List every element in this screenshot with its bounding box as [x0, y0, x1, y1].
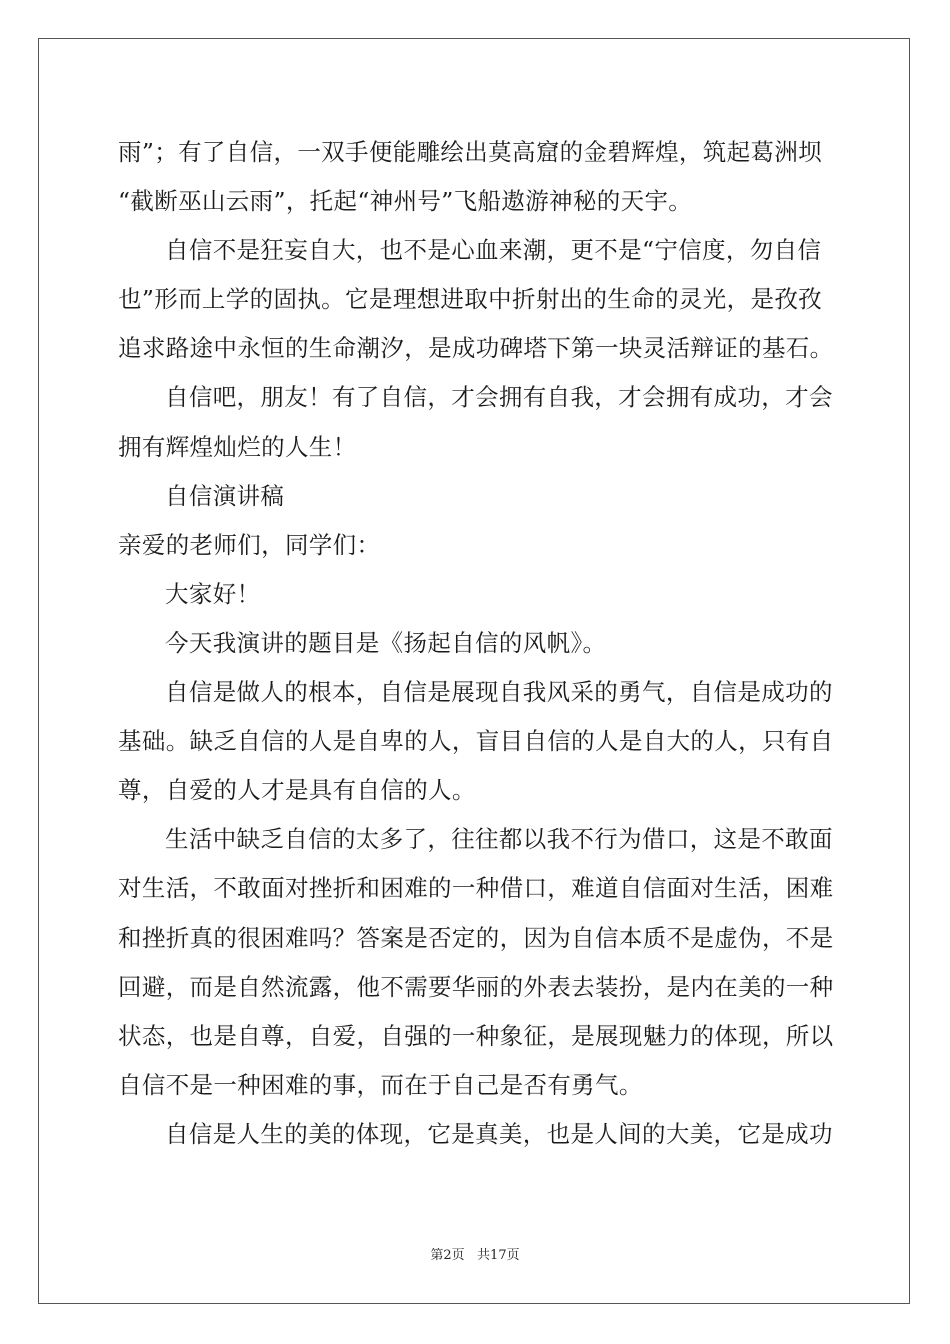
- text-line: 回避，而是自然流露，他不需要华丽的外表去装扮，是内在美的一种: [118, 972, 834, 1001]
- text-line: 和挫折真的很困难吗？答案是否定的，因为自信本质不是虚伪，不是: [118, 923, 834, 952]
- page-footer: 第2页 共17页: [430, 1248, 520, 1263]
- text-line: 也”形而上学的固执。它是理想进取中折射出的生命的灵光，是孜孜: [118, 285, 823, 314]
- text-line: 自信演讲稿: [165, 481, 285, 510]
- text-line: 自信不是狂妄自大，也不是心血来潮，更不是“宁信度，勿自信: [165, 236, 822, 265]
- text-line: 尊，自爱的人才是具有自信的人。: [118, 776, 476, 805]
- text-line: 自信是做人的根本，自信是展现自我风采的勇气，自信是成功的: [165, 678, 833, 707]
- text-line: “截断巫山云雨”，托起“神州号”飞船遨游神秘的天宇。: [118, 187, 693, 216]
- text-line: 状态，也是自尊，自爱，自强的一种象征，是展现魅力的体现，所以: [118, 1021, 834, 1050]
- text-line: 拥有辉煌灿烂的人生！: [118, 432, 357, 461]
- text-line: 对生活，不敢面对挫折和困难的一种借口，难道自信面对生活，困难: [118, 874, 834, 903]
- text-line: 追求路途中永恒的生命潮汐，是成功碑塔下第一块灵活辩证的基石。: [118, 334, 834, 363]
- document-body: [118, 128, 838, 1159]
- text-line: 今天我演讲的题目是《扬起自信的风帆》。: [165, 628, 607, 657]
- text-line: 亲爱的老师们，同学们：: [118, 530, 381, 559]
- text-line: 生活中缺乏自信的太多了，往往都以我不行为借口，这是不敢面: [165, 825, 833, 854]
- text-line: 大家好！: [165, 579, 261, 608]
- text-line: 自信吧，朋友！有了自信，才会拥有自我，才会拥有成功，才会: [165, 383, 833, 412]
- text-line: 自信不是一种困难的事，而在于自己是否有勇气。: [118, 1070, 643, 1099]
- text-line: 基础。缺乏自信的人是自卑的人，盲目自信的人是自大的人，只有自: [118, 727, 834, 756]
- text-line: 雨”；有了自信，一双手便能雕绘出莫高窟的金碧辉煌，筑起葛洲坝: [118, 138, 823, 166]
- text-line: 自信是人生的美的体现，它是真美，也是人间的大美，它是成功: [165, 1119, 833, 1148]
